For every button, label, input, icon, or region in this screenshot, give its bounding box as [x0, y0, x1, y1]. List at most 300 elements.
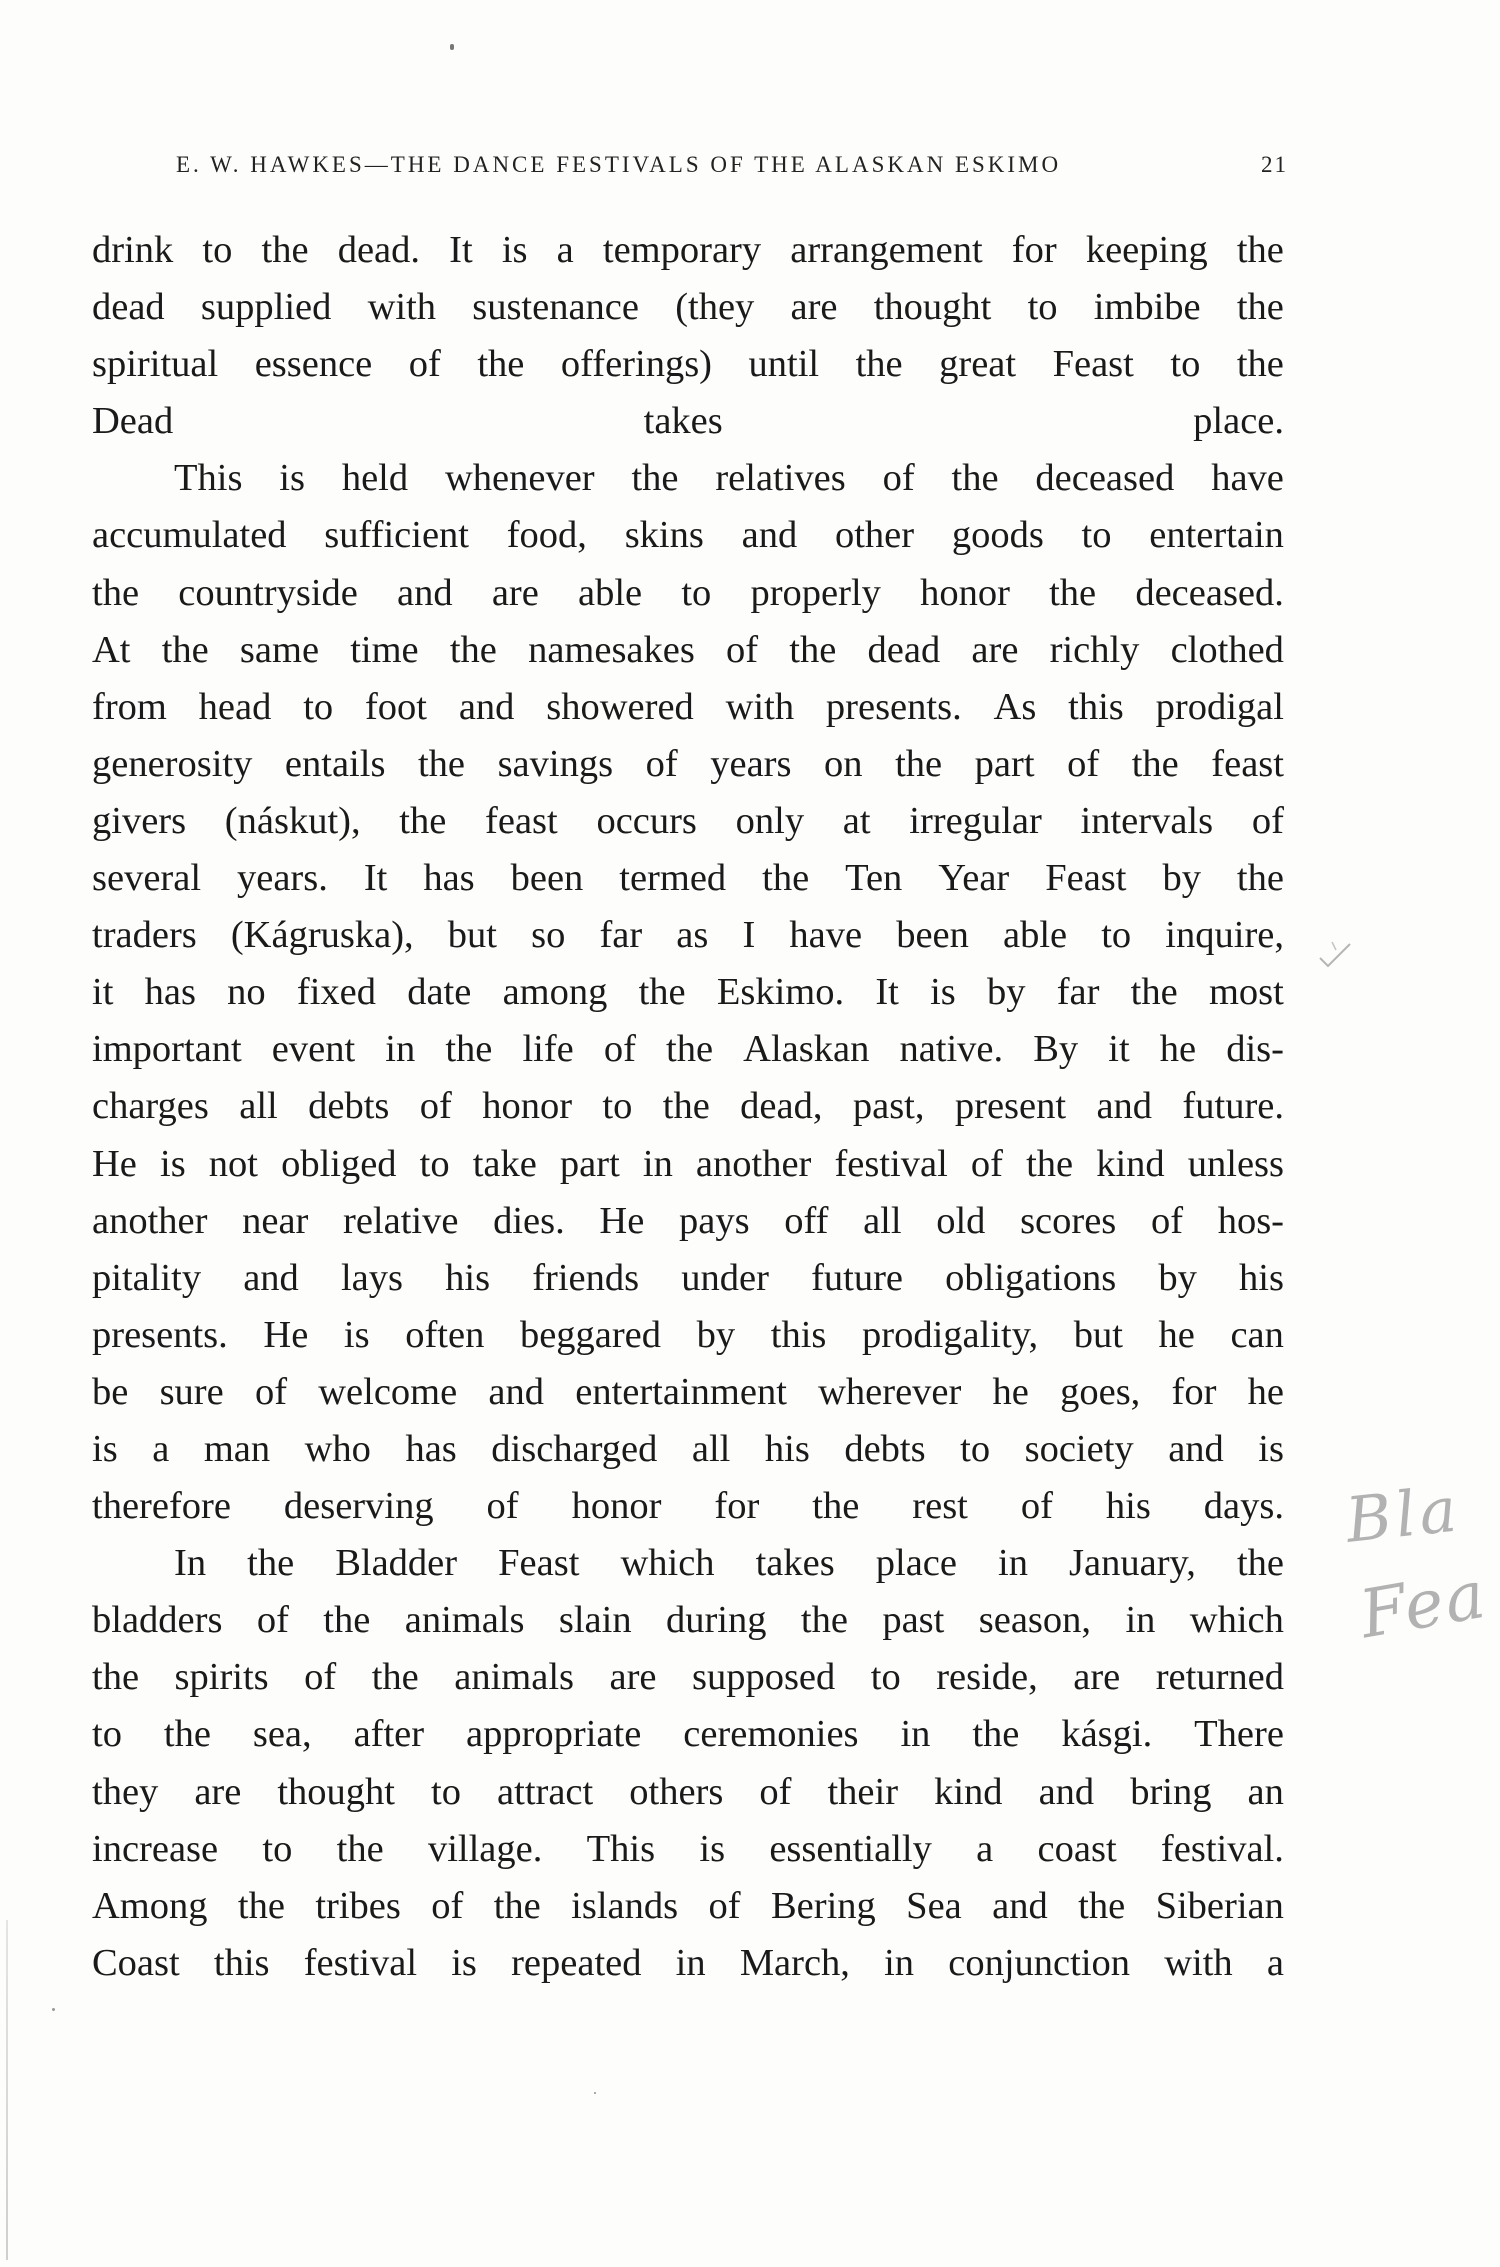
- word: the: [895, 742, 943, 785]
- word: native.: [899, 1028, 1004, 1071]
- word: place: [875, 1542, 957, 1585]
- text-line: [92, 622, 1284, 679]
- word: friends: [532, 1256, 640, 1299]
- word: man: [203, 1427, 271, 1470]
- word: He: [92, 1142, 137, 1185]
- word: the: [951, 457, 999, 500]
- word: their: [827, 1770, 899, 1813]
- print-speck: [594, 2092, 596, 2094]
- word: life: [522, 1028, 574, 1071]
- word: to: [870, 1656, 901, 1699]
- word: He: [263, 1313, 309, 1356]
- word: years: [710, 742, 792, 785]
- word: essentially: [769, 1827, 932, 1870]
- text-line: [92, 679, 1284, 736]
- word: attract: [497, 1770, 594, 1813]
- word: important: [92, 1028, 242, 1071]
- word: off: [784, 1199, 829, 1242]
- text-line: [92, 1078, 1284, 1135]
- word: who: [304, 1427, 371, 1470]
- word: and: [458, 685, 515, 728]
- word: and: [1168, 1427, 1224, 1470]
- word: relative: [343, 1199, 459, 1242]
- word: and: [1096, 1085, 1153, 1128]
- word: relatives: [715, 457, 846, 500]
- word: to: [202, 229, 233, 271]
- word: March,: [739, 1941, 850, 1984]
- word: far: [599, 914, 643, 957]
- word: of: [304, 1656, 337, 1699]
- word: charges: [92, 1085, 209, 1128]
- word: the: [1131, 742, 1179, 785]
- word: drink: [92, 229, 174, 271]
- word: among: [502, 971, 608, 1014]
- word: are: [491, 571, 539, 614]
- word: festival.: [1160, 1827, 1284, 1870]
- word: is: [92, 1427, 118, 1470]
- word: of: [1150, 1199, 1184, 1242]
- word: future.: [1182, 1085, 1284, 1128]
- word: Siberian: [1155, 1884, 1284, 1927]
- word: date: [407, 971, 472, 1014]
- word: repeated: [511, 1941, 642, 1984]
- word: during: [665, 1599, 767, 1642]
- word: pitality: [92, 1256, 202, 1299]
- word: on: [824, 742, 863, 785]
- text-line: [92, 1592, 1284, 1649]
- word: animals: [454, 1656, 574, 1699]
- word: been: [896, 914, 969, 957]
- word: another: [92, 1199, 208, 1242]
- text-line: [92, 450, 1284, 507]
- text-line: [92, 507, 1284, 564]
- paragraph-1: [92, 222, 1284, 450]
- word: presents.: [92, 1313, 228, 1356]
- word: deceased.: [1135, 571, 1284, 614]
- word: under: [681, 1256, 769, 1299]
- text-line: Dead takes place.: [92, 400, 1284, 443]
- word: the: [638, 971, 686, 1014]
- word: debts: [844, 1427, 926, 1470]
- word: in: [884, 1941, 915, 1984]
- word: the: [855, 343, 903, 386]
- word: kind: [934, 1770, 1003, 1813]
- pencil-check-mark: [1318, 940, 1352, 970]
- text-line: [92, 1421, 1284, 1478]
- word: but: [1073, 1313, 1123, 1356]
- word: has: [144, 971, 196, 1014]
- word: from: [92, 685, 167, 728]
- word: to: [92, 1713, 122, 1756]
- word: skins: [624, 514, 704, 557]
- word: all: [239, 1085, 278, 1128]
- word: generosity: [92, 742, 253, 785]
- word: held: [341, 457, 409, 500]
- word: offerings): [560, 343, 712, 386]
- word: after: [353, 1713, 425, 1756]
- word: and: [1038, 1770, 1095, 1813]
- word: in: [642, 1142, 673, 1185]
- word: are: [971, 628, 1019, 671]
- word: takes: [755, 1542, 835, 1585]
- word: pays: [678, 1199, 750, 1242]
- word: not: [208, 1142, 258, 1185]
- word: entertainment: [575, 1370, 787, 1413]
- text-line: [92, 1193, 1284, 1250]
- word: of: [256, 1599, 289, 1642]
- word: animals: [404, 1599, 525, 1642]
- word: in: [385, 1028, 416, 1071]
- word: all: [863, 1199, 902, 1242]
- word: in: [998, 1542, 1028, 1585]
- word: the: [1236, 229, 1284, 271]
- word: the: [800, 1599, 848, 1642]
- word: is: [160, 1142, 186, 1185]
- running-head: [168, 146, 1288, 186]
- word: and: [488, 1370, 545, 1413]
- word: society: [1024, 1427, 1134, 1470]
- handwritten-margin-note: Fea: [1354, 1555, 1493, 1654]
- word: richly: [1049, 628, 1140, 671]
- word: by: [987, 971, 1026, 1014]
- word: thought: [873, 286, 992, 329]
- word: is: [1258, 1427, 1284, 1470]
- word: for: [1011, 229, 1057, 271]
- word: and: [243, 1256, 299, 1299]
- word: this: [770, 1313, 827, 1356]
- word: the: [477, 343, 525, 386]
- word: no: [227, 971, 266, 1014]
- word: others: [629, 1770, 724, 1813]
- word: a: [556, 229, 574, 271]
- word: tribes: [315, 1884, 401, 1927]
- text-line: [92, 1821, 1284, 1878]
- word: Feast: [498, 1542, 580, 1585]
- word: dies.: [493, 1199, 565, 1242]
- word: unless: [1187, 1142, 1284, 1185]
- word: has: [405, 1427, 457, 1470]
- word: countryside: [178, 571, 358, 614]
- word: scores: [1020, 1199, 1117, 1242]
- word: Sea: [906, 1884, 962, 1927]
- word: to: [303, 685, 334, 728]
- word: to: [431, 1770, 461, 1813]
- word: of: [1067, 742, 1100, 785]
- text-line: [92, 279, 1284, 336]
- word: prodigal: [1155, 685, 1284, 728]
- word: the: [1236, 286, 1284, 329]
- word: entertain: [1149, 514, 1284, 557]
- text-line: [92, 964, 1284, 1021]
- word: imbibe: [1093, 286, 1201, 329]
- text-line: [92, 793, 1284, 850]
- word: the: [417, 742, 466, 785]
- word: dead,: [740, 1085, 823, 1128]
- text-line: [92, 1878, 1284, 1935]
- word: it: [92, 971, 114, 1014]
- word: at: [842, 799, 871, 842]
- word: sure: [159, 1370, 224, 1413]
- word: a: [976, 1827, 994, 1870]
- word: it: [1108, 1028, 1130, 1071]
- word: feast: [1211, 742, 1284, 785]
- word: dead.: [337, 229, 421, 271]
- word: of: [1251, 799, 1284, 842]
- word: old: [936, 1199, 986, 1242]
- page-edge-shadow: [6, 1920, 8, 2260]
- word: event: [271, 1028, 356, 1071]
- word: this: [1068, 685, 1124, 728]
- word: present: [954, 1085, 1067, 1128]
- text-line: [92, 1935, 1284, 1992]
- word: spirits: [174, 1656, 269, 1699]
- word: only: [735, 799, 805, 842]
- word: other: [834, 514, 915, 557]
- word: This: [174, 457, 243, 500]
- word: the: [449, 628, 497, 671]
- word: an: [1247, 1770, 1284, 1813]
- word: conjunction: [948, 1941, 1131, 1984]
- word: the: [493, 1884, 541, 1927]
- word: are: [194, 1770, 242, 1813]
- word: be: [92, 1370, 129, 1413]
- word: the: [92, 571, 140, 614]
- word: It: [875, 971, 899, 1014]
- word: honor: [482, 1085, 573, 1128]
- text-line: [92, 565, 1284, 622]
- word: has: [423, 857, 475, 900]
- word: irregular: [909, 799, 1042, 842]
- word: obliged: [281, 1142, 397, 1185]
- word: they: [92, 1770, 159, 1813]
- text-line: [92, 336, 1284, 393]
- word: dis-: [1226, 1028, 1284, 1071]
- word: showered: [546, 685, 694, 728]
- word: properly: [750, 571, 881, 614]
- word: have: [1211, 457, 1284, 500]
- word: head: [198, 685, 272, 728]
- word: to: [602, 1085, 633, 1128]
- word: welcome: [318, 1370, 458, 1413]
- word: the: [972, 1713, 1020, 1756]
- word: a: [152, 1427, 170, 1470]
- word: a: [1266, 1941, 1284, 1984]
- word: future: [811, 1256, 904, 1299]
- word: In: [174, 1542, 207, 1585]
- text-line: [92, 1021, 1284, 1078]
- word: of: [419, 1085, 452, 1128]
- word: intervals: [1080, 799, 1214, 842]
- word: appropriate: [466, 1713, 642, 1756]
- word: foot: [364, 685, 427, 728]
- word: It: [449, 229, 473, 271]
- word: is: [451, 1941, 477, 1984]
- word: years.: [236, 857, 328, 900]
- word: beggared: [519, 1313, 662, 1356]
- word: dead: [867, 628, 941, 671]
- word: returned: [1155, 1656, 1284, 1699]
- word: often: [405, 1313, 485, 1356]
- word: the: [161, 628, 209, 671]
- word: arrangement: [790, 229, 983, 271]
- word: of: [645, 742, 678, 785]
- word: but: [447, 914, 497, 957]
- word: By: [1033, 1028, 1079, 1071]
- word: of: [708, 1884, 741, 1927]
- word: wherever: [818, 1370, 962, 1413]
- word: is: [501, 229, 528, 271]
- word: which: [1189, 1599, 1284, 1642]
- word: traders: [92, 914, 197, 957]
- word: as: [676, 914, 709, 957]
- word: debts: [308, 1085, 390, 1128]
- word: have: [789, 914, 863, 957]
- word: (they: [675, 286, 755, 329]
- word: of: [408, 343, 441, 386]
- word: all: [691, 1427, 731, 1470]
- word: of: [254, 1370, 288, 1413]
- word: supplied: [200, 286, 332, 329]
- word: accumulated: [92, 514, 287, 557]
- word: past: [882, 1599, 945, 1642]
- word: namesakes: [528, 628, 695, 671]
- word: he: [992, 1370, 1029, 1413]
- word: Feast: [1045, 857, 1127, 900]
- text-line: [92, 736, 1284, 793]
- word: several: [92, 857, 202, 900]
- word: (Kágruska),: [230, 914, 414, 957]
- word: deceased: [1035, 457, 1175, 500]
- word: supposed: [691, 1656, 836, 1699]
- word: the: [163, 1713, 211, 1756]
- word: of: [431, 1884, 464, 1927]
- word: by: [1158, 1256, 1197, 1299]
- word: essence: [254, 343, 373, 386]
- word: the: [789, 628, 837, 671]
- word: and: [397, 571, 453, 614]
- word: goes,: [1060, 1370, 1141, 1413]
- word: the: [662, 1085, 710, 1128]
- word: discharged: [491, 1427, 658, 1470]
- word: the: [1236, 343, 1284, 386]
- word: with: [1164, 1941, 1233, 1984]
- word: is: [343, 1313, 370, 1356]
- word: are: [790, 286, 838, 329]
- print-speck: [450, 44, 454, 50]
- word: the: [92, 1656, 140, 1699]
- word: goods: [951, 514, 1044, 557]
- word: dead: [92, 286, 165, 329]
- word: presents.: [825, 685, 962, 728]
- word: honor: [920, 571, 1010, 614]
- word: coast: [1037, 1827, 1117, 1870]
- word: Bering: [770, 1884, 876, 1927]
- word: temporary: [602, 229, 762, 271]
- word: been: [510, 857, 584, 900]
- word: are: [609, 1656, 657, 1699]
- word: for: [1171, 1370, 1217, 1413]
- word: ceremonies: [683, 1713, 859, 1756]
- word: time: [350, 628, 419, 671]
- word: far: [1056, 971, 1100, 1014]
- paragraph-2: [92, 450, 1284, 1535]
- word: entails: [284, 742, 386, 785]
- word: islands: [571, 1884, 679, 1927]
- word: He: [599, 1199, 645, 1242]
- text-line: [92, 1535, 1284, 1592]
- word: (náskut),: [224, 799, 361, 842]
- word: past,: [852, 1085, 925, 1128]
- word: in: [900, 1713, 931, 1756]
- text-line: [92, 1250, 1284, 1307]
- word: to: [1101, 914, 1132, 957]
- word: keeping: [1085, 229, 1208, 271]
- running-head-title: E. W. HAWKES—THE DANCE FESTIVALS OF THE ALASKAN ESKIMO: [176, 152, 1062, 177]
- word: festival: [303, 1941, 418, 1984]
- word: near: [242, 1199, 309, 1242]
- word: the: [399, 799, 447, 842]
- word: the: [666, 1028, 714, 1071]
- word: festival: [834, 1142, 948, 1185]
- word: of: [603, 1028, 636, 1071]
- word: great: [939, 343, 1017, 386]
- word: fixed: [296, 971, 376, 1014]
- text-line: [92, 222, 1284, 279]
- word: the: [1130, 971, 1178, 1014]
- word: whenever: [444, 457, 595, 500]
- word: Coast: [92, 1941, 180, 1984]
- word: There: [1194, 1713, 1284, 1756]
- word: occurs: [596, 799, 697, 842]
- word: he: [1159, 1028, 1197, 1071]
- word: the: [445, 1028, 493, 1071]
- word: he: [1158, 1313, 1195, 1356]
- word: feast: [485, 799, 558, 842]
- word: the: [237, 1884, 285, 1927]
- word: of: [970, 1142, 1003, 1185]
- print-speck: [52, 2008, 55, 2011]
- word: his: [445, 1256, 491, 1299]
- word: the: [323, 1599, 371, 1642]
- word: the: [1236, 1542, 1284, 1585]
- word: As: [993, 685, 1037, 728]
- word: his: [764, 1427, 810, 1470]
- word: take: [472, 1142, 537, 1185]
- word: can: [1230, 1313, 1284, 1356]
- word: Bladder: [335, 1542, 458, 1585]
- word: able: [578, 571, 643, 614]
- word: Feast: [1052, 343, 1134, 386]
- word: to: [262, 1827, 293, 1870]
- word: to: [1027, 286, 1058, 329]
- word: slain: [558, 1599, 632, 1642]
- word: by: [696, 1313, 736, 1356]
- word: obligations: [945, 1256, 1117, 1299]
- word: Among: [92, 1884, 208, 1927]
- word: the: [1236, 857, 1284, 900]
- word: the: [631, 457, 679, 500]
- word: bladders: [92, 1599, 223, 1642]
- word: most: [1208, 971, 1284, 1014]
- text-line: [92, 1136, 1284, 1193]
- word: bring: [1130, 1770, 1212, 1813]
- word: his: [1239, 1256, 1284, 1299]
- word: of: [882, 457, 915, 500]
- word: This: [586, 1827, 656, 1870]
- page-number: 21: [1261, 152, 1288, 177]
- text-line: [92, 1649, 1284, 1706]
- word: the: [371, 1656, 419, 1699]
